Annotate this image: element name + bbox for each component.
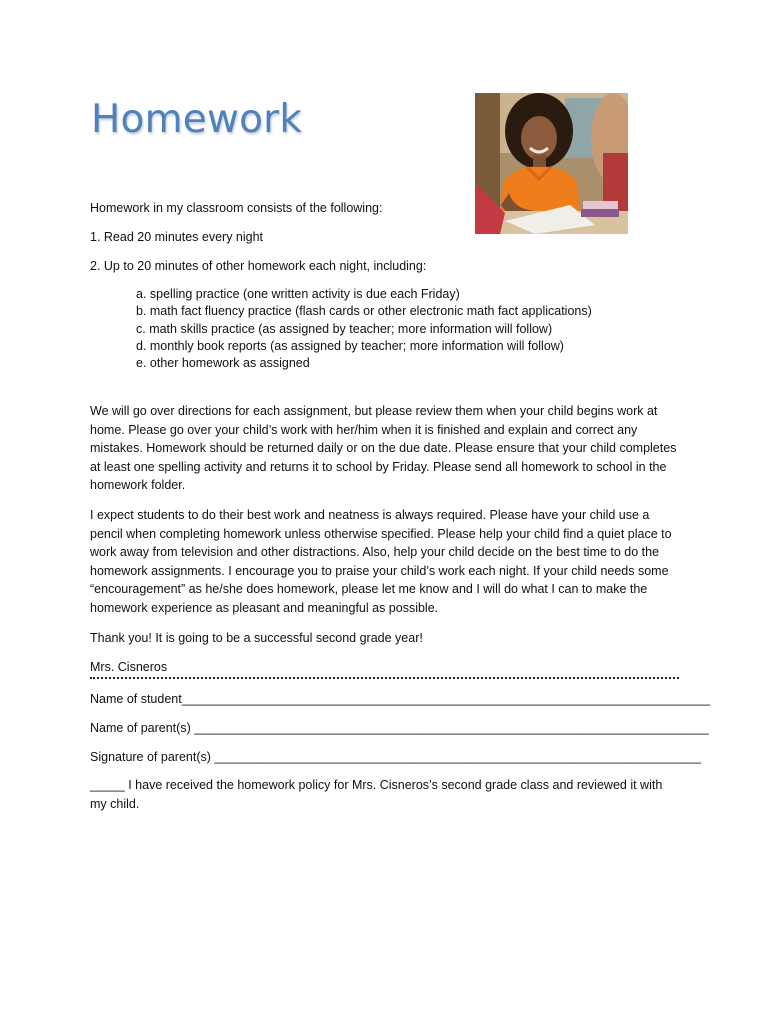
sublist-item: d. monthly book reports (as assigned by teacher; more information will follow) [136,338,564,353]
student-name-field[interactable]: Name of student____________________________________________________________________________ [90,692,711,706]
teacher-name: Mrs. Cisneros [90,660,168,674]
page-title: Homework [91,97,303,142]
thanks-text: Thank you! It is going to be a successful second grade year! [90,631,423,645]
homework-sublist [136,286,656,372]
parent-name-field[interactable]: Name of parent(s) __________________________________________________________________________ [90,721,709,735]
acknowledgement-text: _____ I have received the homework policy for Mrs. Cisneros’s second grade class and reviewed it with my child. [90,778,663,811]
cut-line-divider [90,677,679,679]
sublist-item: a. spelling practice (one written activity is due each Friday) [136,287,460,301]
intro-text: Homework in my classroom consists of the following: [90,201,383,215]
parent-signature-field[interactable]: Signature of parent(s) ______________________________________________________________________ [90,750,702,764]
sublist-item: e. other homework as assigned [136,356,310,371]
sublist-item: c. math skills practice (as assigned by teacher; more information will follow) [136,321,553,336]
list-item-1: 1. Read 20 minutes every night [90,230,264,244]
expectations-paragraph: I expect students to do their best work and neatness is always required. Please have your child use a pencil when completing homework unless otherwise specified. Please help your child find a quiet place to work away from television and other distractions. Also, help your child decide on the best time to do the homework assignments. I encourage you to praise your child’s work each night. If your child needs some “encouragement” as he/she does homework, please let me know and I will do what I can to make the homework experience as pleasant and meaningful as possible. [90,508,672,615]
list-item-2: 2. Up to 20 minutes of other homework each night, including: [90,259,427,273]
directions-paragraph: We will go over directions for each assignment, but please review them when your child begins work at home. Please go over your child’s work with her/him when it is finished and explain and correct any mistakes. Homework should be returned daily or on the due date. Please ensure that your child completes at least one spelling activity and returns it to school by Friday. Please send all homework to school in the homework folder. [90,404,677,492]
sublist-item: b. math fact fluency practice (flash cards or other electronic math fact applications) [136,304,592,319]
